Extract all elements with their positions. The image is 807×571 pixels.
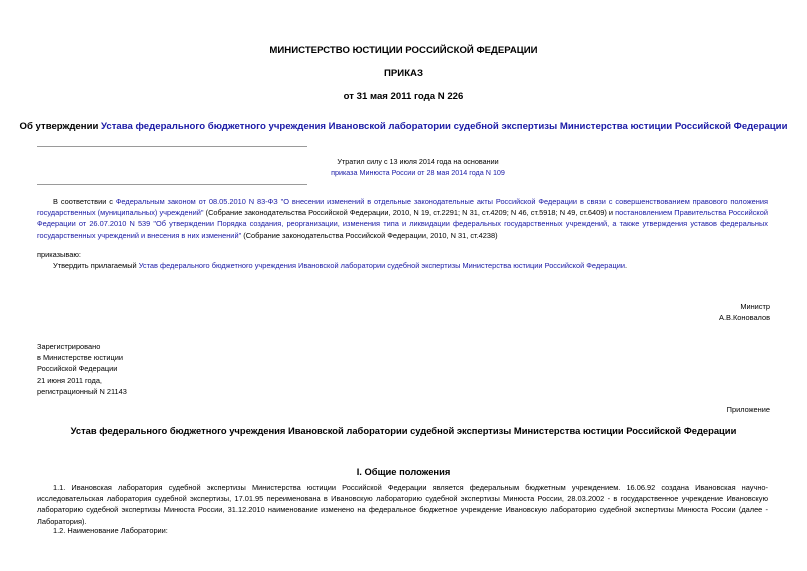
registration-line: Зарегистрировано	[37, 342, 101, 351]
document-title	[0, 121, 807, 132]
government-decree-link[interactable]: постановлением Правительства Российской Федерации от 26.07.2010 N 539 "Об утверждении Порядка создания, реорганизации, изменения типа и ликвидации федеральных государственных учреждений, а также утверждения уставов федеральных государственных учреждений и внесения в них изменений"	[37, 208, 768, 240]
appendix-title: Устав федерального бюджетного учреждения Ивановской лаборатории судебной экспертизы Министерства юстиции Российской Федерации	[70, 425, 737, 436]
signature-position: Министр	[740, 302, 770, 311]
status-note-link[interactable]: приказа Минюста России от 28 мая 2014 года N 109	[331, 168, 505, 177]
registration-line: Российской Федерации	[37, 364, 118, 374]
signature-name: А.В.Коновалов	[719, 313, 770, 322]
order-item	[53, 260, 773, 271]
order-item-suffix: .	[624, 261, 628, 270]
paragraph-1-1: 1.1. Ивановская лаборатория судебной экспертизы Министерства юстиции Российской Федерации является федеральным бюджетным учреждением. 16.06.92 создана Ивановская научно-исследовательская лаборатория судебной экспертизы, 17.01.95 переименована в Ивановскую лабораторию судебной экспертизы Минюста России, 28.03.2002 - в государственное учреждение Ивановскую лабораторию судебной экспертизы Минюста России, 31.12.2010 наименование изменено на федеральное бюджетное учреждение Ивановскую лабораторию судебной экспертизы Минюста России (далее - Лаборатория).	[37, 483, 768, 526]
document-date-number: от 31 мая 2011 года N 226	[343, 91, 464, 102]
document-type: ПРИКАЗ	[384, 68, 423, 79]
paragraph-1-2: 1.2. Наименование Лаборатории:	[53, 526, 168, 535]
registration-block	[37, 341, 127, 397]
preamble-text-1: В соответствии с	[53, 197, 116, 206]
preamble-text-3: (Собрание законодательства Российской Федерации, 2010, N 31, ст.4238)	[241, 230, 498, 240]
registration-line: в Министерстве юстиции	[37, 353, 124, 363]
order-item-prefix: Утвердить прилагаемый	[53, 261, 139, 270]
appendix-label: Приложение	[726, 405, 770, 414]
document-title-prefix: Об утверждении	[19, 121, 102, 132]
charter-link[interactable]: Устав федерального бюджетного учреждения Ивановской лаборатории судебной экспертизы Министерства юстиции Российской Федерации	[138, 261, 625, 270]
registration-line: 21 июня 2011 года,	[37, 375, 102, 385]
divider-top	[37, 146, 307, 147]
document-title-link[interactable]: Устава федерального бюджетного учреждения Ивановской лаборатории судебной экспертизы Министерства юстиции Российской Федерации	[101, 121, 788, 132]
federal-law-link[interactable]: Федеральным законом от 08.05.2010 N 83-ФЗ "О внесении изменений в отдельные законодательные акты Российской Федерации в связи с совершенствованием правового положения государственных (муниципальных) учреждений"	[37, 197, 768, 218]
preamble-paragraph	[37, 196, 768, 241]
order-word: приказываю:	[37, 250, 81, 259]
divider-bottom	[37, 184, 307, 185]
status-note-line: Утратил силу с 13 июля 2014 года на основании	[337, 157, 499, 166]
ministry-heading: МИНИСТЕРСТВО ЮСТИЦИИ РОССИЙСКОЙ ФЕДЕРАЦИИ	[269, 45, 538, 56]
preamble-text-2: (Собрание законодательства Российской Федерации, 2010, N 19, ст.2291; N 31, ст.4209; N 46, ст.5918; N 49, ст.6409) и	[203, 208, 616, 218]
registration-line: регистрационный N 21143	[37, 386, 127, 396]
section-title: I. Общие положения	[356, 466, 451, 477]
